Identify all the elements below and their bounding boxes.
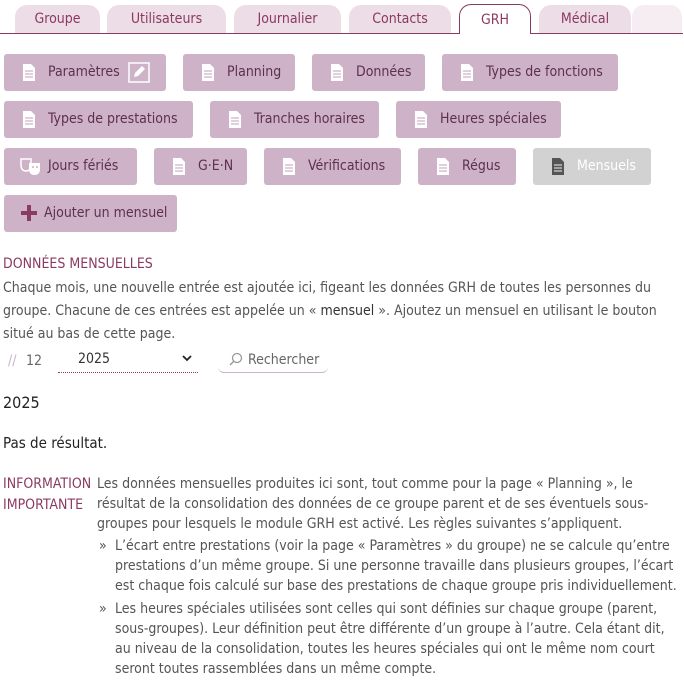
document-icon (414, 110, 428, 129)
types-fonctions-button[interactable] (442, 54, 618, 91)
document-icon (460, 63, 474, 82)
plus-icon (20, 204, 38, 222)
mensuels-button[interactable] (533, 148, 651, 185)
planning-label: Planning (227, 64, 282, 80)
jours-feries-label: Jours fériés (48, 158, 119, 174)
empty-message: Pas de résultat. (3, 434, 108, 452)
theater-masks-icon (20, 157, 42, 176)
edit-icon[interactable] (128, 62, 150, 83)
section-title: DONNÉES MENSUELLES (3, 256, 153, 272)
search-placeholder: Rechercher (248, 352, 320, 368)
info-label-line-1: INFORMATION (3, 476, 92, 492)
gen-button[interactable] (154, 148, 247, 185)
search-icon (229, 352, 243, 366)
document-icon (436, 157, 450, 176)
month-value: 12 (26, 353, 43, 369)
jours-feries-button[interactable] (4, 148, 137, 185)
section-description (3, 277, 684, 346)
list-item (97, 599, 679, 679)
tab-groupe[interactable]: Groupe (15, 5, 100, 33)
rule-text: Les heures spéciales utilisées sont celles qui sont définies sur chaque groupe (parent, sous-groupes). Leur définition peut être différente d’un groupe à l’autre. Cela étant dit, au niveau de la consolidation, toutes les heures spéciales qui ont le même nom court seront toutes rassemblées dans un même compte. (115, 601, 665, 677)
filter-separator: // (8, 353, 17, 369)
verifications-label: Vérifications (308, 158, 386, 174)
year-select-value: 2025 (78, 351, 111, 367)
gen-label: G·E·N (198, 158, 234, 174)
document-icon (22, 110, 36, 129)
verifications-button[interactable] (264, 148, 401, 185)
info-body (97, 474, 679, 682)
tab-utilisateurs[interactable]: Utilisateurs (107, 5, 226, 33)
tab-overflow (632, 5, 682, 33)
list-item (97, 536, 679, 596)
parametres-label: Paramètres (48, 64, 120, 80)
document-icon (330, 63, 344, 82)
description-term: mensuel (320, 303, 375, 319)
tab-bar (0, 0, 684, 34)
tab-underline (0, 33, 683, 34)
heures-speciales-label: Heures spéciales (440, 111, 547, 127)
document-icon (228, 110, 242, 129)
tab-grh[interactable]: GRH (459, 4, 531, 34)
parametres-button[interactable] (4, 54, 166, 91)
mensuels-label: Mensuels (577, 158, 636, 174)
rule-text: L’écart entre prestations (voir la page « Paramètres » du groupe) ne se calcule qu’entre prestations d’un même groupe. Si une personne travaille dans plusieurs groupes, l’écart est chaque fois calculé sur base des prestations de chaque groupe pris individuellement. (115, 538, 677, 594)
info-label-line-2: IMPORTANTE (3, 497, 84, 513)
document-icon (22, 63, 36, 82)
types-prestations-button[interactable] (4, 101, 193, 138)
types-fonctions-label: Types de fonctions (486, 64, 603, 80)
info-intro: Les données mensuelles produites ici sont, tout comme pour la page « Planning », le résultat de la consolidation des données de ce groupe parent et de ses éventuels sous-groupes pour lesquels le module GRH est activé. Les règles suivantes s’appliquent. (97, 476, 649, 532)
document-icon (551, 157, 565, 176)
search-input[interactable] (218, 347, 328, 373)
types-prestations-label: Types de prestations (48, 111, 178, 127)
tab-medical[interactable]: Médical (539, 5, 631, 33)
description-text-1: Chaque mois, une nouvelle entrée est ajoutée ici, figeant les données GRH de toutes les personnes du groupe. Chacune de ces entrées est appelée un « (3, 280, 651, 319)
info-rules (97, 536, 679, 679)
year-select[interactable] (58, 347, 198, 373)
tab-contacts[interactable]: Contacts (349, 5, 451, 33)
ajouter-mensuel-button[interactable] (4, 195, 177, 232)
description-text-2: ». Ajoutez un mensuel en utilisant le bouton situé au bas de cette page. (3, 303, 657, 342)
year-heading: 2025 (3, 393, 40, 412)
tranches-horaires-button[interactable] (210, 101, 379, 138)
donnees-label: Données (356, 64, 412, 80)
info-label (3, 474, 93, 516)
document-icon (172, 157, 186, 176)
tab-journalier[interactable]: Journalier (234, 5, 341, 33)
document-icon (201, 63, 215, 82)
donnees-button[interactable] (312, 54, 425, 91)
regus-button[interactable] (418, 148, 516, 185)
ajouter-mensuel-label: Ajouter un mensuel (44, 205, 168, 221)
bullet: » (99, 538, 107, 554)
chevron-down-icon (182, 353, 192, 363)
planning-button[interactable] (183, 54, 295, 91)
document-icon (282, 157, 296, 176)
regus-label: Régus (462, 158, 501, 174)
tranches-horaires-label: Tranches horaires (254, 111, 365, 127)
bullet: » (99, 601, 107, 617)
heures-speciales-button[interactable] (396, 101, 561, 138)
